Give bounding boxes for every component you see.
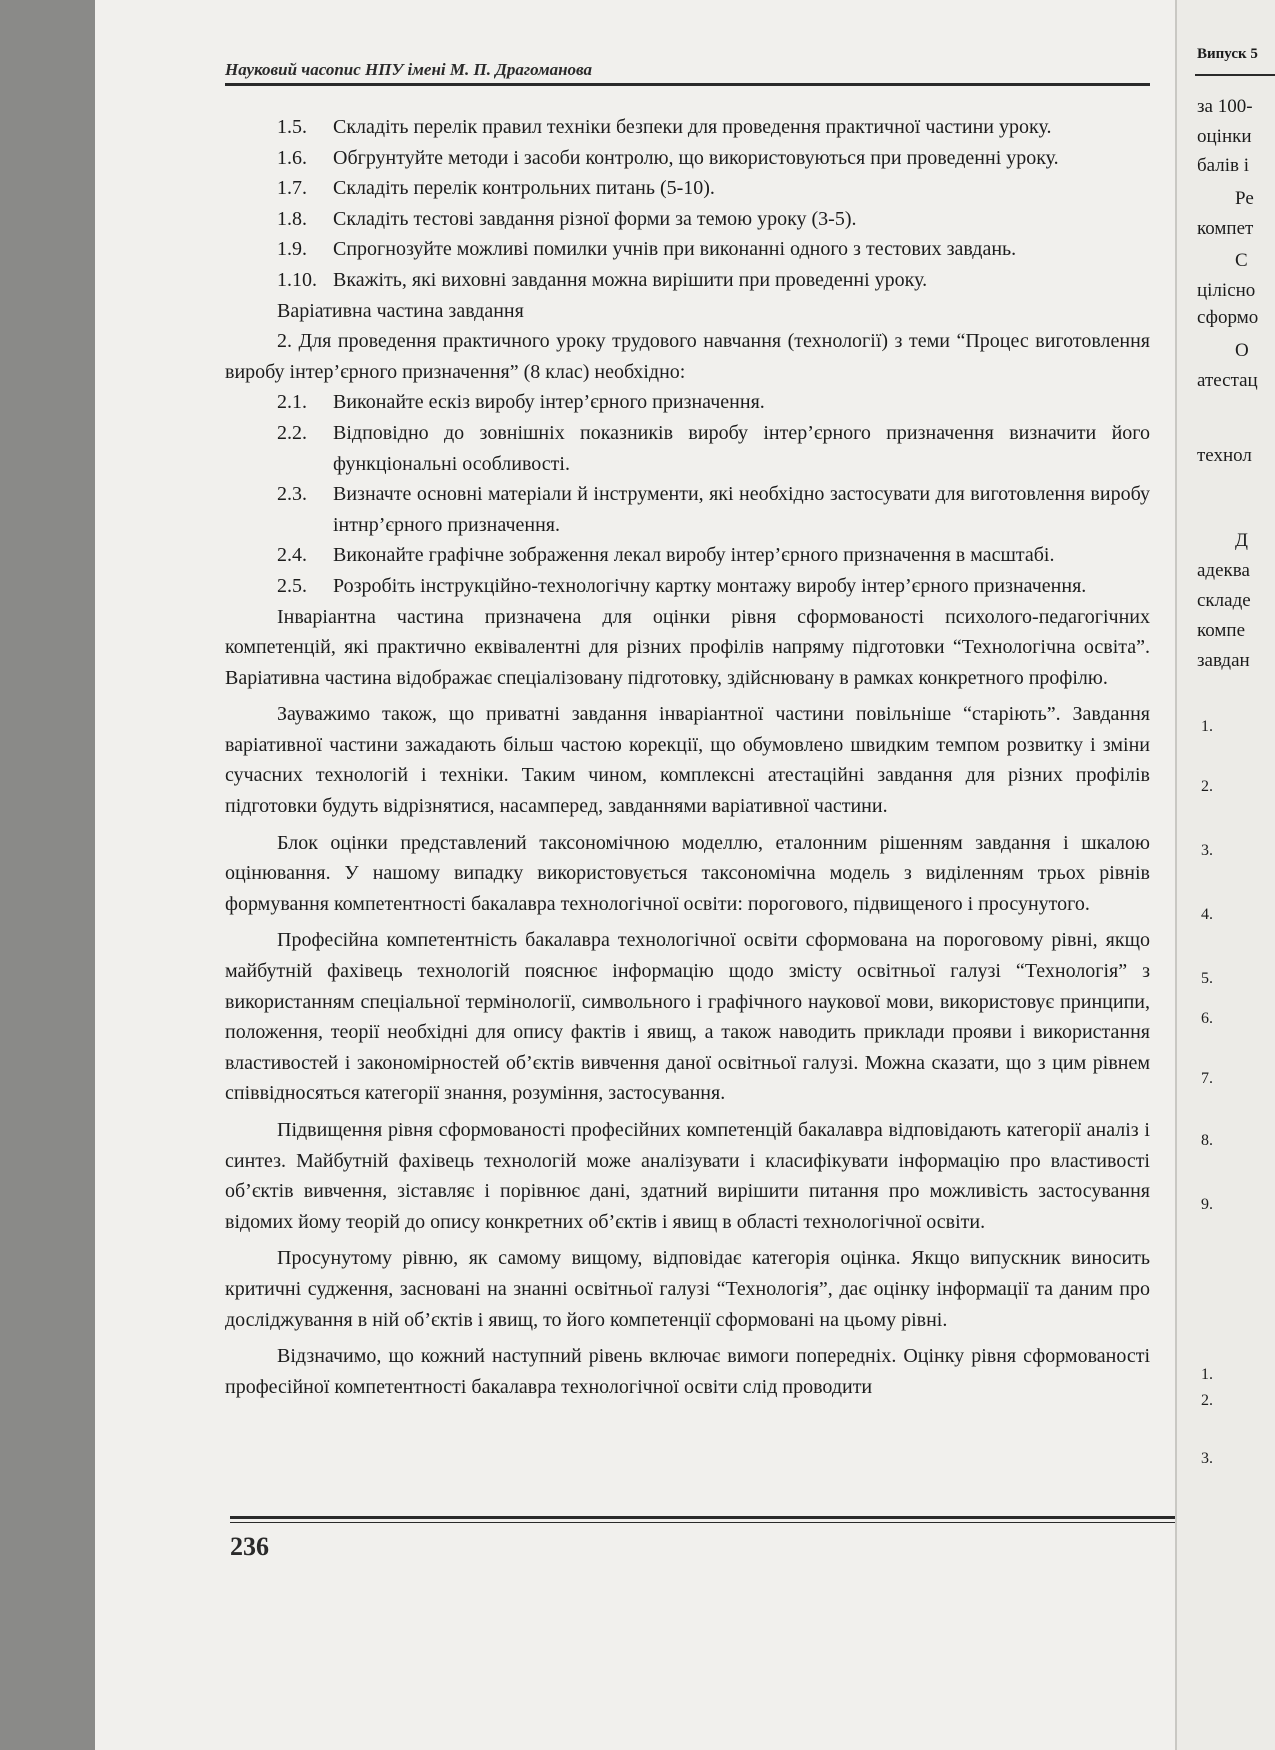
- list-item: [277, 387, 1150, 418]
- list-item: [277, 112, 1150, 143]
- item-number: 1.5.: [277, 116, 307, 138]
- footer-rule: [230, 1516, 1175, 1519]
- paragraph: Відзначимо, що кожний наступний рівень включає вимоги попередніх. Оцінку рівня сформованості професійної компетентності бакалавра технологічної освіти слід проводити: [225, 1345, 1150, 1398]
- right-page-number: 8.: [1201, 1132, 1213, 1149]
- paragraph: Просунутому рівню, як самому вищому, відповідає категорія оцінка. Якщо випускник виносить критичні судження, засновані на знанні освітньої галузі “Технологія”, дає оцінку інформації та даним про досліджування в ній об’єктів і явищ, то його компетенції сформовані на цьому рівні.: [225, 1247, 1150, 1331]
- right-page-number: 1.: [1201, 718, 1213, 735]
- item-text: Відповідно до зовнішніх показників виробу інтер’єрного призначення визначити його функціональні особливості.: [333, 421, 1150, 475]
- right-page-number: 5.: [1201, 970, 1213, 987]
- right-page-number: 3.: [1201, 842, 1213, 859]
- list-item: [277, 571, 1150, 602]
- right-page-header-rule: [1195, 74, 1275, 76]
- header-rule: [225, 83, 1150, 86]
- journal-title: Науковий часопис НПУ імені М. П. Драгоманова: [225, 60, 593, 79]
- right-page-line: С: [1235, 250, 1248, 271]
- item-number: 2.2.: [277, 421, 307, 444]
- right-page-line: завдан: [1197, 650, 1250, 671]
- item-text: Визначте основні матеріали й інструменти, які необхідно застосувати для виготовлення виробу інтнр’єрного призначення.: [333, 483, 1150, 536]
- list-item: [277, 540, 1150, 571]
- list-item: [277, 234, 1150, 265]
- right-page-line: цілісно: [1197, 280, 1256, 301]
- list-item: [277, 418, 1150, 479]
- right-page-number: 3.: [1201, 1450, 1213, 1467]
- right-page-line: балів і: [1197, 155, 1250, 176]
- item-text: Складіть перелік правил техніки безпеки для проведення практичної частини уроку.: [333, 116, 1052, 138]
- page-number: 236: [230, 1532, 269, 1561]
- right-page-line: оцінки: [1197, 126, 1252, 147]
- right-page-line: сформо: [1197, 307, 1259, 328]
- right-page-number: 7.: [1201, 1070, 1213, 1087]
- paragraph: Блок оцінки представлений таксономічною моделлю, еталонним рішенням завдання і шкалою оцінювання. У нашому випадку використовується таксономічна модель з виділенням трьох рівнів формування компетентності бакалавра технологічної освіти: порогового, підвищеного і просунутого.: [225, 831, 1150, 915]
- right-page-number: 2.: [1201, 1392, 1213, 1409]
- right-page-line: О: [1235, 340, 1249, 361]
- item-text: Вкажіть, які виховні завдання можна вирішити при проведенні уроку.: [333, 268, 928, 291]
- item-number: 1.8.: [277, 207, 307, 230]
- item-number: 2.1.: [277, 391, 307, 414]
- right-page-line: Ре: [1235, 188, 1254, 209]
- article-body: [225, 112, 1150, 1402]
- list-item: [277, 479, 1150, 540]
- right-page-number: 4.: [1201, 906, 1213, 923]
- item-number: 1.6.: [277, 146, 307, 169]
- right-page-line: компе: [1197, 620, 1246, 641]
- item-text: Спрогнозуйте можливі помилки учнів при виконанні одного з тестових завдань.: [333, 238, 1017, 261]
- item-number: 1.9.: [277, 238, 307, 261]
- item-text: Складіть перелік контрольних питань (5-10).: [333, 177, 715, 200]
- paragraph: Зауважимо також, що приватні завдання інваріантної частини повільніше “старіють”. Завдання варіативної частини зажадають більш частою корекції, що обумовлено швидким темпом розвитку і зміни сучасних технологій і техніки. Таким чином, комплексні атестаційні завдання для різних профілів підготовки будуть відрізнятися, насамперед, завданнями варіативної частини.: [225, 703, 1150, 818]
- right-page-line: атестац: [1197, 370, 1258, 391]
- list-item: [277, 265, 1150, 296]
- paragraph: Підвищення рівня сформованості професійних компетенцій бакалавра відповідають категорії аналіз і синтез. Майбутній фахівець технологій може аналізувати і класифікувати інформацію про властивості об’єктів вивчення, зіставляє і порівнює дані, здатний вирішити питання про можливість застосування відомих йому теорій до опису конкретних об’єктів і явищ в області технологічної освіти.: [225, 1119, 1150, 1233]
- item-text: Виконайте ескіз виробу інтер’єрного призначення.: [333, 391, 765, 414]
- page-right-edge: [1175, 0, 1275, 1750]
- running-header: [225, 52, 1150, 84]
- item-number: 2.3.: [277, 483, 307, 506]
- right-page-number: 9.: [1201, 1196, 1213, 1213]
- right-page-line: Д: [1235, 530, 1248, 551]
- item-number: 1.7.: [277, 177, 307, 200]
- right-page-line: компет: [1197, 218, 1254, 239]
- right-page-number: 6.: [1201, 1010, 1213, 1027]
- right-page-number: 1.: [1201, 1366, 1213, 1383]
- right-page-line: адеква: [1197, 560, 1250, 581]
- paragraph: Інваріантна частина призначена для оцінки рівня сформованості психолого-педагогічних компетенцій, які практично еквівалентні для різних профілів напряму підготовки “Технологічна освіта”. Варіативна частина відображає спеціалізовану підготовку, здійснювану в рамках конкретного профілю.: [225, 605, 1150, 689]
- right-page-line: за 100-: [1197, 96, 1253, 117]
- right-page-number: 2.: [1201, 778, 1213, 795]
- right-page-line: технол: [1197, 445, 1252, 466]
- list-item: [277, 173, 1150, 204]
- item-number: 2.5.: [277, 574, 307, 597]
- list-item: [277, 204, 1150, 235]
- item-text: Розробіть інструкційно-технологічну картку монтажу виробу інтер’єрного призначення.: [333, 574, 1087, 597]
- item-text: Складіть тестові завдання різної форми за темою уроку (3-5).: [333, 207, 857, 230]
- item-text: Виконайте графічне зображення лекал виробу інтер’єрного призначення в масштабі.: [333, 544, 1055, 567]
- right-page-header: Випуск 5: [1197, 46, 1258, 62]
- footer-rule-thin: [230, 1522, 1175, 1523]
- task-intro: 2. Для проведення практичного уроку трудового навчання (технології) з теми “Процес виготовлення виробу інтер’єрного призначення” (8 клас) необхідно:: [225, 330, 1150, 383]
- item-text: Обгрунтуйте методи і засоби контролю, що використовуються при проведенні уроку.: [333, 146, 1059, 169]
- list-item: [277, 143, 1150, 174]
- section-heading: Варіативна частина завдання: [277, 299, 524, 322]
- item-number: 1.10.: [277, 268, 317, 291]
- item-number: 2.4.: [277, 544, 307, 567]
- paragraph: Професійна компетентність бакалавра технологічної освіти сформована на пороговому рівні, якщо майбутній фахівець технологій пояснює інформацію щодо змісту освітньої галузі “Технологія” з використанням спеціальної термінології, символьного і графічного наукової мови, використовує принципи, положення, теорії необхідні для опису фактів і явищ, а також наводить приклади прояви і використання властивостей і закономірностей об’єктів вивчення даної освітньої галузі. Можна сказати, що з цим рівнем співвідносяться категорії знання, розуміння, застосування.: [225, 929, 1150, 1105]
- right-page-line: складе: [1197, 590, 1251, 611]
